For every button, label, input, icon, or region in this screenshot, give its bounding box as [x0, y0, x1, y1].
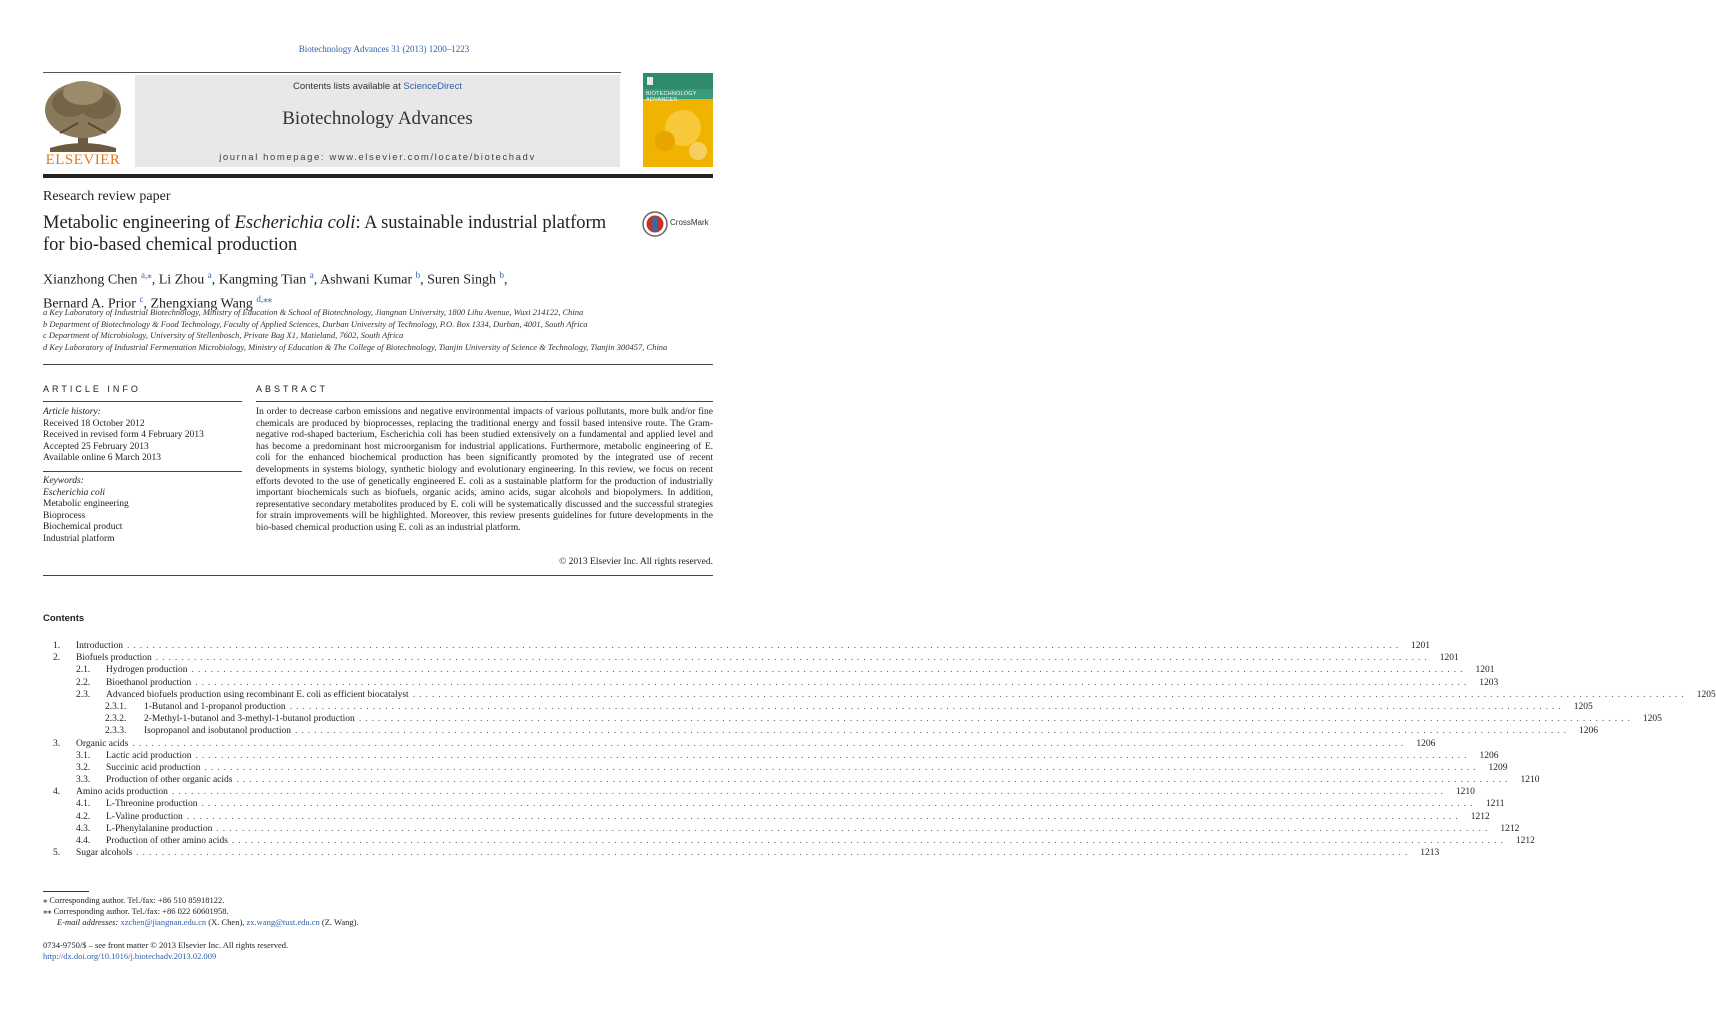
author-6-affil[interactable]: c [139, 293, 144, 304]
journal-cover-thumbnail[interactable] [643, 73, 713, 167]
toc-entry-number: 2.3.2. [105, 714, 127, 725]
history-online: Available online 6 March 2013 [43, 453, 162, 463]
author-2-affil[interactable]: a [207, 270, 212, 280]
toc-leader-dots: ........................................................................................................................................................................................................ [195, 750, 1471, 761]
toc-entry[interactable] [43, 640, 1430, 652]
header-bottom-rule [43, 174, 713, 178]
toc-leader-dots: ........................................................................................................................................................................................................ [136, 848, 1412, 859]
toc-entry-number: 4.2. [76, 811, 91, 822]
toc-entry[interactable] [43, 689, 1716, 701]
history-accepted: Accepted 25 February 2013 [43, 441, 149, 452]
affiliation-c: c Department of Microbiology, University of Stellenbosch, Private Bag X1, Matieland, 7602, South Africa [43, 330, 404, 340]
toc-entry-page: 1212 [1470, 811, 1490, 822]
author-5[interactable]: Suren Singh [427, 272, 496, 288]
footnote-emails [43, 917, 713, 928]
abstract-copyright: © 2013 Elsevier Inc. All rights reserved. [559, 557, 713, 567]
sciencedirect-link[interactable]: ScienceDirect [403, 81, 462, 92]
abstract-heading: ABSTRACT [256, 384, 329, 394]
toc-entry-title: L-Threonine production [106, 799, 198, 810]
email-owner: (X. Chen), [206, 917, 247, 927]
toc-leader-dots: ........................................................................................................................................................................................................ [412, 689, 1688, 700]
toc-leader-dots: ........................................................................................................................................................................................................ [171, 787, 1447, 798]
email-link-wang[interactable]: zx.wang@tust.edu.cn [246, 917, 320, 927]
divider [43, 401, 242, 402]
author-7[interactable]: Zhengxiang Wang [150, 296, 253, 312]
footnote-corresponding-1: ⁎ Corresponding author. Tel./fax: +86 510 85918122. [43, 895, 225, 905]
toc-entry-number: 4. [53, 787, 61, 798]
toc-entry-number: 2.3.3. [105, 726, 127, 737]
affiliation-b: b Department of Biotechnology & Food Technology, Faculty of Applied Sciences, Durban University of Technology, P.O. Box 1334, Durban, 4001, South Africa [43, 318, 588, 329]
toc-entry[interactable] [43, 677, 1499, 689]
toc-entry-title: Lactic acid production [106, 750, 192, 761]
toc-leader-dots: ........................................................................................................................................................................................................ [294, 726, 1570, 737]
toc-entry-title: Sugar alcohols [76, 848, 133, 859]
cover-title: BIOTECHNOLOGY ADVANCES [646, 91, 697, 103]
toc-entry-title: Advanced biofuels production using recombinant E. coli as efficient biocatalyst [106, 689, 409, 700]
footnote-corresponding-2: ⁎⁎ Corresponding author. Tel./fax: +86 022 60601958. [43, 906, 229, 916]
toc-entry-title: Organic acids [76, 738, 129, 749]
keyword: Biochemical product [43, 522, 123, 532]
history-received: Received 18 October 2012 [43, 418, 145, 429]
toc-entry-page: 1206 [1578, 726, 1598, 737]
footnote-rule [43, 891, 89, 892]
elsevier-logo[interactable] [40, 78, 126, 170]
author-4[interactable]: Ashwani Kumar [319, 272, 413, 288]
divider [256, 401, 713, 402]
author-sep: , [151, 272, 159, 288]
author-1[interactable]: Xianzhong Chen [43, 272, 138, 288]
affiliations [43, 307, 713, 353]
toc-entry-page: 1212 [1515, 836, 1535, 846]
email-owner: (Z. Wang). [319, 917, 359, 927]
toc-leader-dots: ........................................................................................................................................................................................................ [126, 641, 1402, 651]
toc-entry-number: 2.3.1. [105, 701, 127, 712]
toc-entry-number: 3. [53, 738, 61, 749]
toc-entry-page: 1206 [1479, 750, 1499, 761]
toc-leader-dots: ........................................................................................................................................................................................................ [358, 714, 1634, 725]
toc-entry-number: 2.1. [76, 665, 91, 676]
toc-entry-title: Bioethanol production [106, 677, 192, 688]
keywords [43, 476, 242, 545]
toc-entry[interactable] [43, 823, 1520, 835]
toc-entry-title: Biofuels production [76, 653, 152, 664]
title-organism: Escherichia coli [234, 213, 356, 233]
author-4-affil[interactable]: b [415, 270, 421, 280]
toc-entry[interactable] [43, 725, 1598, 737]
header-top-rule [43, 72, 621, 73]
toc-entry-title: 2-Methyl-1-butanol and 3-methyl-1-butanol production [144, 714, 355, 725]
keyword: Industrial platform [43, 533, 115, 544]
contents-available-line [135, 81, 620, 92]
contents-heading: Contents [43, 613, 85, 624]
toc-entry-number: 5. [53, 848, 61, 859]
elsevier-wordmark: ELSEVIER [45, 152, 121, 168]
toc-leader-dots: ........................................................................................................................................................................................................ [132, 738, 1408, 749]
doi-link[interactable]: http://dx.doi.org/10.1016/j.biotechadv.2013.02.009 [43, 951, 217, 961]
author-sep: , [143, 296, 151, 312]
toc-leader-dots: ........................................................................................................................................................................................................ [216, 823, 1492, 834]
author-sep: , [503, 272, 508, 288]
toc-entry-page: 1206 [1416, 738, 1436, 749]
history-label: Article history: [43, 407, 101, 417]
toc-entry-title: 1-Butanol and 1-propanol production [144, 701, 286, 712]
issn-line: 0734-9750/$ – see front matter © 2013 Elsevier Inc. All rights reserved. [43, 940, 289, 950]
toc-entry-title: Amino acids production [76, 787, 168, 798]
toc-entry[interactable] [43, 798, 1505, 810]
article-identifiers [43, 940, 288, 962]
contents-prefix: Contents lists available at [293, 81, 404, 92]
footnotes [43, 895, 713, 928]
toc-entry[interactable] [43, 701, 1593, 713]
author-5-affil[interactable]: b [499, 270, 504, 280]
author-3-affil[interactable]: a [309, 270, 314, 280]
author-6[interactable]: Bernard A. Prior [43, 296, 136, 312]
title-part-1: Metabolic engineering of [43, 213, 235, 233]
toc-entry[interactable] [43, 738, 1436, 750]
toc-entry-number: 4.1. [76, 799, 91, 810]
keyword: Bioprocess [43, 510, 86, 521]
toc-entry-page: 1201 [1439, 653, 1459, 664]
toc-entry[interactable] [43, 811, 1490, 823]
toc-entry-title: Production of other organic acids [106, 775, 233, 786]
author-sep: , [313, 272, 320, 288]
toc-entry-page: 1210 [1520, 775, 1540, 786]
toc-entry-number: 2.3. [76, 689, 91, 700]
divider [43, 364, 713, 365]
keyword: Escherichia coli [43, 487, 105, 498]
toc-entry[interactable] [43, 786, 1475, 798]
toc-entry[interactable] [43, 713, 1662, 725]
toc-leader-dots: ........................................................................................................................................................................................................ [201, 799, 1477, 810]
author-3[interactable]: Kangming Tian [218, 272, 307, 288]
title-part-2: : A sustainable industrial platform for bio-based chemical production [43, 213, 607, 255]
toc-entry-number: 1. [53, 641, 61, 651]
email-label: E-mail addresses: [57, 917, 119, 927]
author-sep: , [211, 272, 219, 288]
toc-entry[interactable] [43, 762, 1508, 774]
keyword: Metabolic engineering [43, 499, 129, 509]
author-1-affil[interactable]: a,⁎ [140, 270, 152, 280]
toc-entry-number: 2. [53, 653, 61, 664]
toc-entry-page: 1205 [1642, 714, 1662, 725]
toc-leader-dots: ........................................................................................................................................................................................................ [231, 836, 1507, 846]
toc-entry-page: 1203 [1479, 677, 1499, 688]
article-history [43, 407, 242, 465]
toc-entry-number: 3.1. [76, 750, 91, 761]
article-info-heading: ARTICLE INFO [43, 384, 141, 394]
toc-entry-page: 1209 [1488, 762, 1508, 773]
toc-entry[interactable] [43, 835, 1535, 847]
journal-name: Biotechnology Advances [282, 108, 473, 129]
toc-entry-title: Hydrogen production [106, 665, 188, 676]
toc-leader-dots: ........................................................................................................................................................................................................ [236, 775, 1512, 786]
toc-entry-page: 1213 [1420, 848, 1440, 859]
toc-leader-dots: ........................................................................................................................................................................................................ [191, 665, 1467, 676]
toc-entry[interactable] [43, 847, 1440, 859]
crossmark-badge[interactable] [642, 210, 716, 238]
toc-leader-dots: ........................................................................................................................................................................................................ [289, 701, 1565, 712]
toc-entry-page: 1201 [1475, 665, 1495, 676]
toc-entry[interactable] [43, 652, 1459, 664]
toc-entry-page: 1212 [1500, 823, 1520, 834]
toc-entry[interactable] [43, 774, 1540, 786]
crossmark-icon [642, 210, 668, 238]
toc-entry-title: Introduction [76, 641, 123, 651]
journal-cover-image [643, 73, 713, 167]
history-revised: Received in revised form 4 February 2013 [43, 430, 204, 440]
abstract-text: In order to decrease carbon emissions and negative environmental impacts of various pollutants, more bulk and/or fine chemicals are produced by bioprocesses, replacing the traditional energy and fossil based intensive route. The Gram-negative rod-shaped bacterium, Escherichia coli has been studied extensively on a fundamental and applied level and has become a predominant host microorganism for industrial applications. Furthermore, metabolic engineering of E. coli for the enhanced biochemical production has been significantly promoted by the integrated use of recent developments in systems biology, synthetic biology and evolutionary engineering. In this review, we focus on recent efforts devoted to the use of genetically engineered E. coli as a sustainable platform for the production of industrially important biochemicals such as biofuels, organic acids, amino acids, sugar alcohols and biopolymers. In addition, representative secondary metabolites produced by E. coli will be systematically discussed and the successful strategies for strain improvements will be highlighted. Moreover, this review presents guidelines for future developments in the bio-based chemical production using E. coli as an industrial platform. [256, 407, 713, 533]
toc-entry-title: Production of other amino acids [106, 836, 228, 846]
email-link-chen[interactable]: xzchen@jiangnan.edu.cn [120, 917, 207, 927]
article-type: Research review paper [43, 189, 171, 204]
toc-entry-title: L-Phenylalanine production [106, 823, 213, 834]
author-sep: , [420, 272, 428, 288]
toc-entry-page: 1205 [1696, 689, 1716, 700]
toc-entry-number: 2.2. [76, 677, 91, 688]
toc-entry[interactable] [43, 664, 1495, 676]
toc-entry-page: 1205 [1573, 701, 1593, 712]
journal-homepage[interactable]: journal homepage: www.elsevier.com/locate/biotechadv [219, 152, 536, 163]
author-2[interactable]: Li Zhou [158, 272, 205, 288]
crossmark-label: CrossMark [670, 218, 709, 227]
toc-entry-title: L-Valine production [106, 811, 183, 822]
toc-leader-dots: ........................................................................................................................................................................................................ [195, 677, 1471, 688]
toc-entry[interactable] [43, 750, 1499, 762]
toc-entry-number: 3.2. [76, 762, 91, 773]
toc-entry-number: 4.3. [76, 823, 91, 834]
toc-entry-title: Isopropanol and isobutanol production [144, 726, 291, 737]
toc-leader-dots: ........................................................................................................................................................................................................ [186, 811, 1462, 822]
divider [43, 575, 713, 576]
toc-entry-page: 1201 [1410, 641, 1430, 651]
journal-reference[interactable]: Biotechnology Advances 31 (2013) 1200–1223 [298, 44, 470, 54]
keywords-label: Keywords: [43, 476, 84, 486]
toc-entry-title: Succinic acid production [106, 762, 201, 773]
divider [43, 471, 242, 472]
table-of-contents [43, 640, 1716, 859]
affiliation-a: a Key Laboratory of Industrial Biotechnology, Ministry of Education & School of Biotechnology, Jiangnan University, 1800 Lihu Avenue, Wuxi 214122, China [43, 307, 584, 317]
toc-entry-number: 3.3. [76, 775, 91, 786]
toc-entry-number: 4.4. [76, 836, 91, 846]
author-7-affil[interactable]: d,⁎⁎ [256, 293, 273, 304]
toc-entry-page: 1211 [1485, 799, 1505, 810]
toc-entry-page: 1210 [1455, 787, 1475, 798]
article-title [43, 212, 623, 256]
toc-leader-dots: ........................................................................................................................................................................................................ [204, 762, 1480, 773]
affiliation-d: d Key Laboratory of Industrial Fermentation Microbiology, Ministry of Education & The College of Biotechnology, Tianjin University of Science & Technology, Tianjin 300457, China [43, 341, 668, 352]
toc-leader-dots: ........................................................................................................................................................................................................ [155, 653, 1431, 664]
